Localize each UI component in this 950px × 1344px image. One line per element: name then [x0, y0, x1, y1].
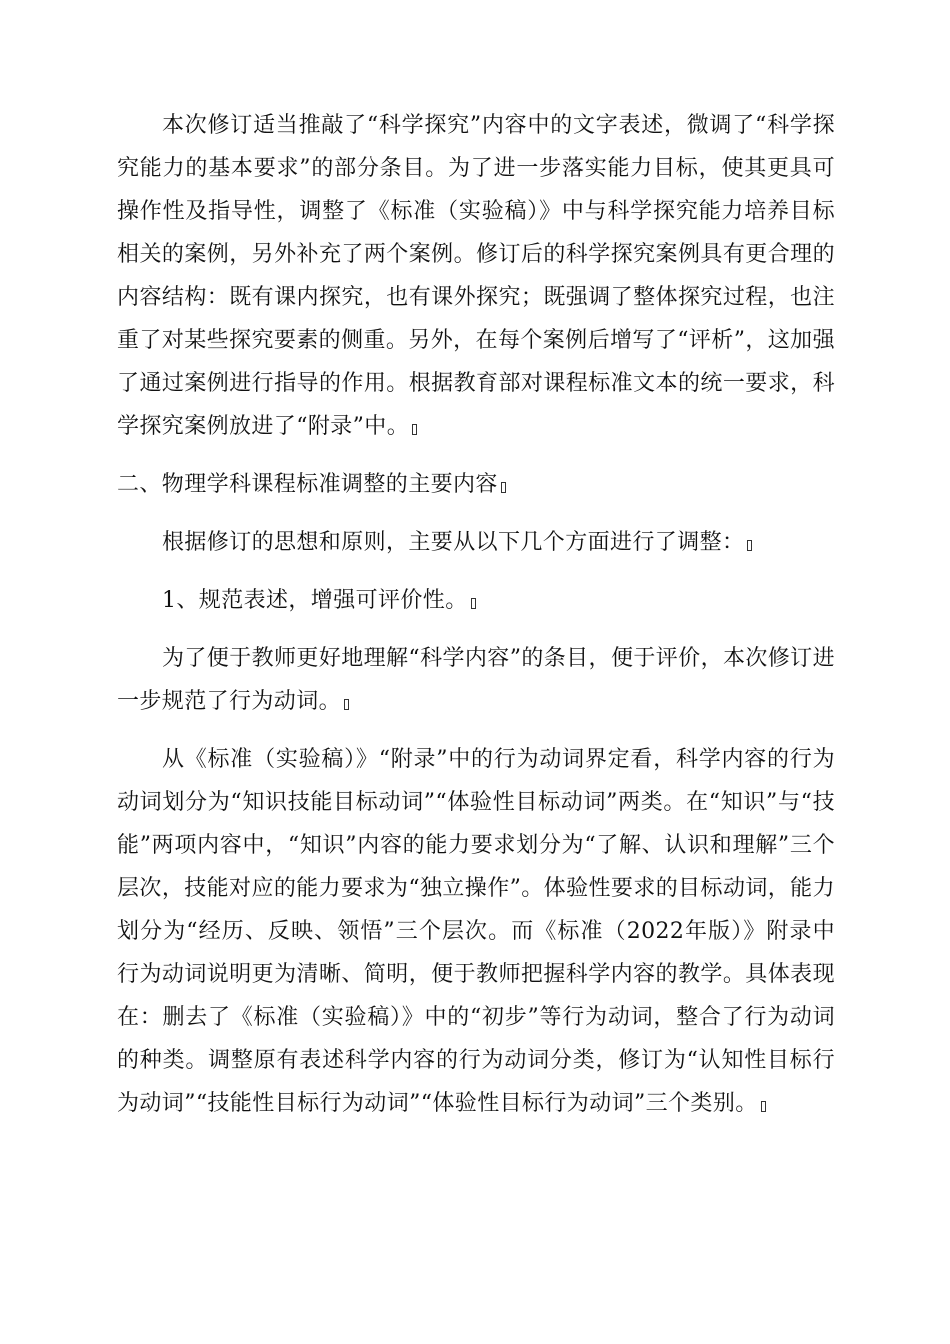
paragraph-text: 本次修订适当推敲了“科学探究”内容中的文字表述，微调了“科学探究能力的基本要求”的部分条目。为了进一步落实能力目标，使其更具可操作性及指导性，调整了《标准（实验稿）》中与科学探究能力培养目标相关的案例，另外补充了两个案例。修订后的科学探究案例具有更合理的内容结构：既有课内探究，也有课外探究；既强调了整体探究过程，也注重了对某些探究要素的侧重。另外，在每个案例后增写了“评析”，这加强了通过案例进行指导的作用。根据教育部对课程标准文本的统一要求，科学探究案例放进了“附录”中。: [117, 113, 835, 439]
paragraph-text: 根据修订的思想和原则，主要从以下几个方面进行了调整：: [162, 530, 745, 555]
paragraph-behavior-verbs: [117, 637, 835, 723]
section-heading-text: 二、物理学科课程标准调整的主要内容: [117, 472, 498, 497]
document-body: [117, 104, 835, 1125]
paragraph-mark-icon: [761, 1101, 766, 1112]
subheading-text: 1、规范表述，增强可评价性。: [162, 588, 468, 613]
paragraph-mark-icon: [501, 482, 506, 493]
paragraph-science-inquiry: [117, 104, 835, 448]
paragraph-mark-icon: [344, 699, 349, 710]
paragraph-mark-icon: [412, 424, 417, 435]
paragraph-verb-classification: [117, 738, 835, 1125]
subheading-standardize: [117, 579, 835, 622]
paragraph-intro: [117, 521, 835, 564]
section-heading: [117, 463, 835, 506]
paragraph-text: 从《标准（实验稿）》“附录”中的行为动词界定看，科学内容的行为动词划分为“知识技能目标动词”“体验性目标动词”两类。在“知识”与“技能”两项内容中，“知识”内容的能力要求划分为“了解、认识和理解”三个层次，技能对应的能力要求为“独立操作”。体验性要求的目标动词，能力划分为“经历、反映、领悟”三个层次。而《标准（2022年版）》附录中行为动词说明更为清晰、简明，便于教师把握科学内容的教学。具体表现在：删去了《标准（实验稿）》中的“初步”等行为动词，整合了行为动词的种类。调整原有表述科学内容的行为动词分类，修订为“认知性目标行为动词”“技能性目标行为动词”“体验性目标行为动词”三个类别。: [117, 747, 835, 1116]
paragraph-mark-icon: [747, 540, 752, 551]
paragraph-mark-icon: [471, 598, 476, 609]
paragraph-text: 为了便于教师更好地理解“科学内容”的条目，便于评价，本次修订进一步规范了行为动词。: [117, 646, 835, 714]
